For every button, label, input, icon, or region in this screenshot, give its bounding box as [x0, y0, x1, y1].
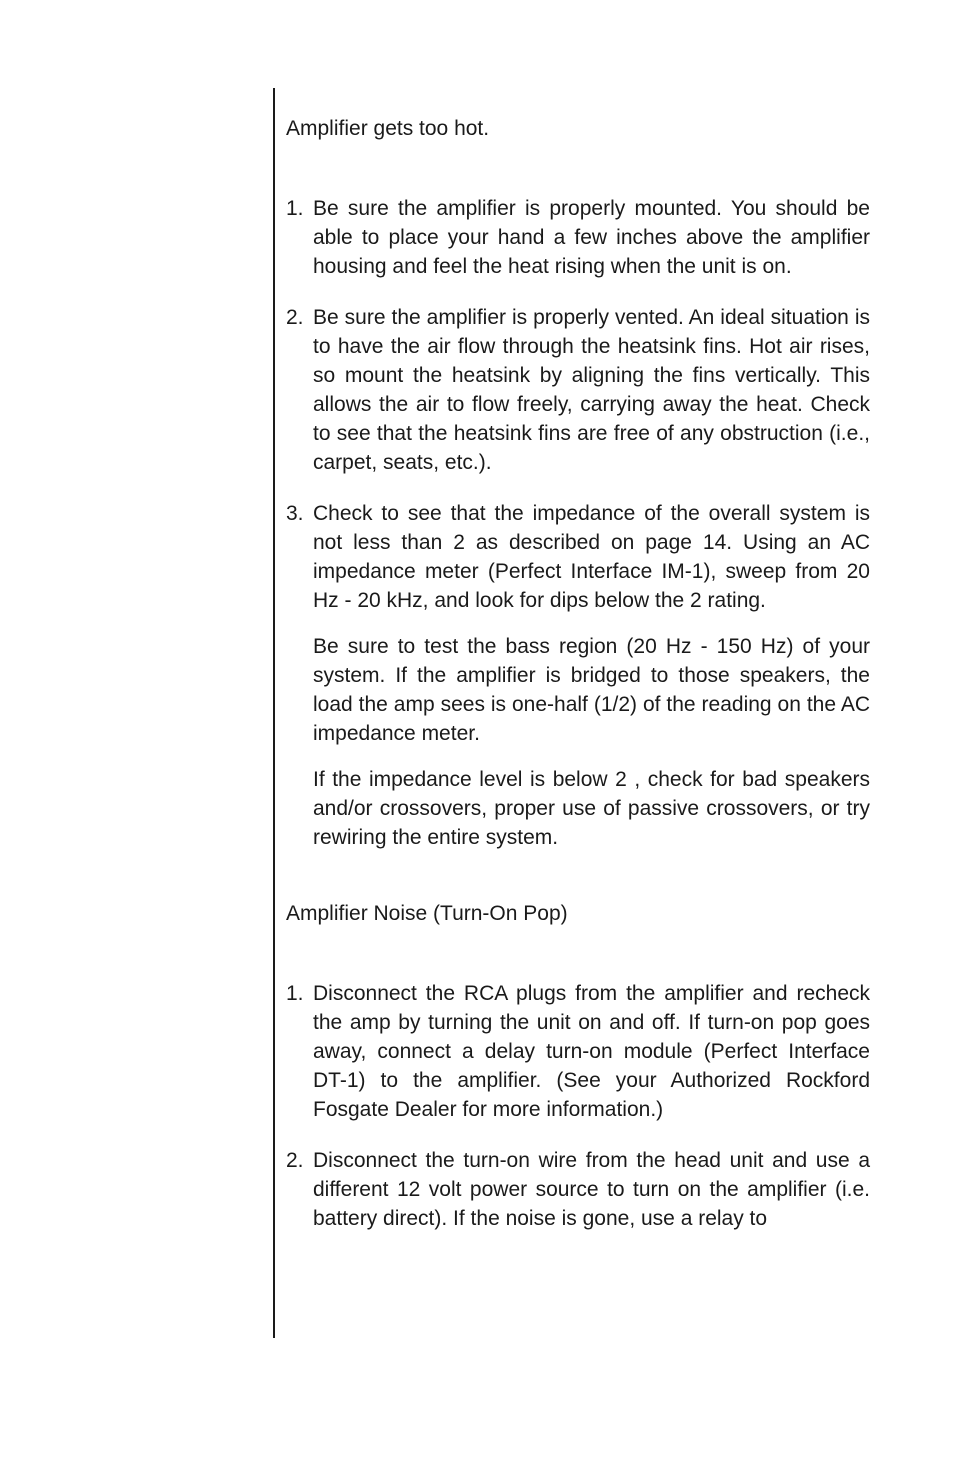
section-amplifier-noise — [286, 899, 870, 1233]
step-number: 2. — [286, 306, 304, 329]
step-list — [286, 979, 870, 1233]
step-body — [313, 979, 870, 1124]
margin-rule — [273, 88, 275, 1338]
step-paragraph: Disconnect the RCA plugs from the amplifier and recheck the amp by turning the unit on and off. If turn-on pop goes away, connect a delay turn-on module (Perfect Interface DT-1) to the amplifier. (See your Authorized Rockford Fosgate Dealer for more information.) — [313, 982, 870, 1121]
step-paragraph: Be sure the amplifier is properly vented. An ideal situation is to have the air flow through the heatsink fins. Hot air rises, so mount the heatsink by aligning the fins vertically. This allows the air to flow freely, carrying away the heat. Check to see that the heatsink fins are free of any obstruction (i.e., carpet, seats, etc.). — [313, 306, 870, 474]
list-item — [286, 979, 870, 1124]
list-item — [286, 499, 870, 852]
step-paragraph: Be sure the amplifier is properly mounted. You should be able to place your hand a few inches above the amplifier housing and feel the heat rising when the unit is on. — [313, 197, 870, 278]
step-body — [313, 1146, 870, 1233]
section-heading: Amplifier Noise (Turn-On Pop) — [286, 902, 568, 925]
step-list — [286, 194, 870, 852]
step-number: 1. — [286, 197, 304, 220]
step-number: 1. — [286, 982, 304, 1005]
section-amplifier-hot — [286, 114, 870, 852]
step-paragraph: If the impedance level is below 2 , check for bad speakers and/or crossovers, proper use of passive crossovers, or try rewiring the entire system. — [313, 768, 870, 849]
step-body — [313, 303, 870, 477]
step-body — [313, 194, 870, 281]
list-item — [286, 1146, 870, 1233]
step-number: 2. — [286, 1149, 304, 1172]
step-paragraph: Disconnect the turn-on wire from the head unit and use a different 12 volt power source to turn on the amplifier (i.e. battery direct). If the noise is gone, use a relay to — [313, 1149, 870, 1230]
step-number: 3. — [286, 502, 304, 525]
section-heading: Amplifier gets too hot. — [286, 117, 490, 140]
list-item — [286, 194, 870, 281]
step-paragraph: Be sure to test the bass region (20 Hz - 150 Hz) of your system. If the amplifier is bridged to those speakers, the load the amp sees is one-half (1/2) of the reading on the AC impedance meter. — [313, 635, 870, 745]
list-item — [286, 303, 870, 477]
step-body — [313, 499, 870, 852]
troubleshooting-column — [286, 114, 870, 1255]
step-paragraph: Check to see that the impedance of the overall system is not less than 2 as described on page 14. Using an AC impedance meter (Perfect Interface IM-1), sweep from 20 Hz - 20 kHz, and look for dips below the 2 rating. — [313, 502, 870, 612]
